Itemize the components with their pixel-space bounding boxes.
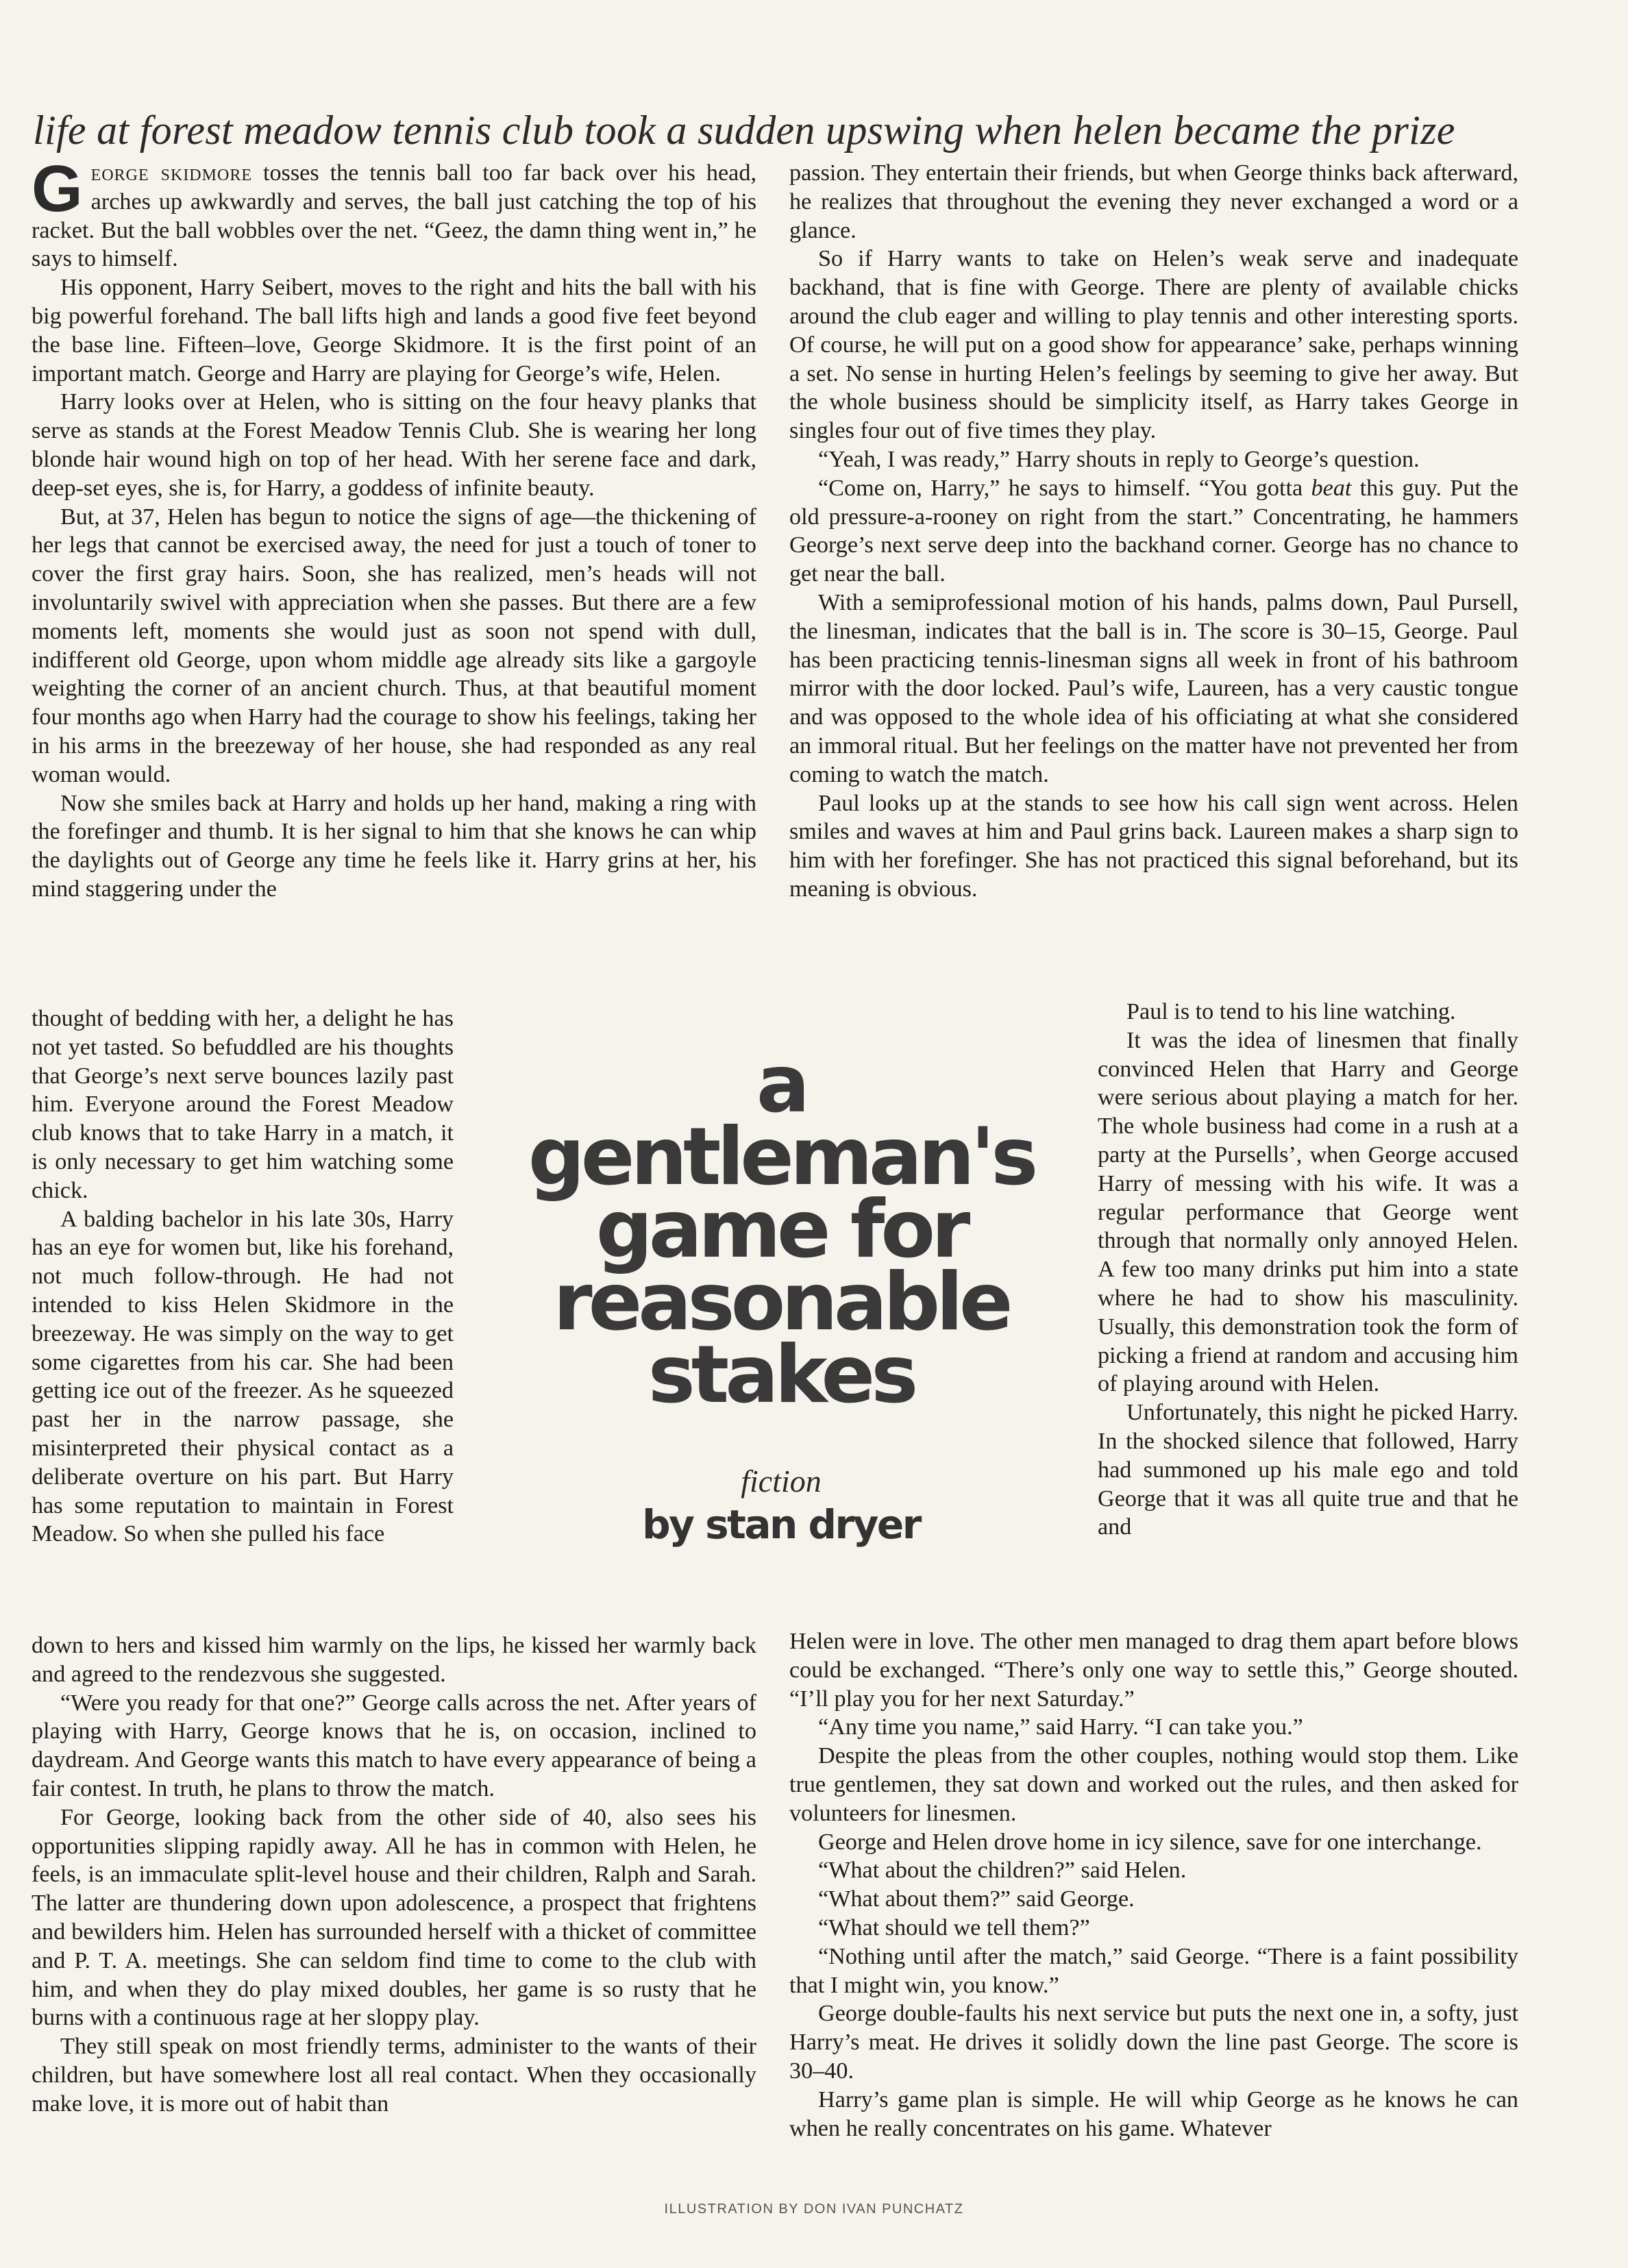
paragraph: His opponent, Harry Seibert, moves to the right and hits the ball with his big powerful forehand. The ball lifts high and lands a good five feet beyond the base line. Fifteen–love, George Skidmore. It is the first point of an important match. George and Harry are playing for George’s wife, Helen. xyxy=(32,275,756,386)
paragraph: passion. They entertain their friends, but when George thinks back afterward, he realizes that throughout the evening they never exchanged a word or a glance. xyxy=(789,160,1518,243)
headline-line: stakes xyxy=(648,1329,915,1421)
article-title: life at forest meadow tennis club took a sudden upswing when helen became the prize xyxy=(33,108,1455,153)
paragraph: thought of bedding with her, a delight he has not yet tasted. So befuddled are his thoughts that George’s next serve bounces lazily past him. Everyone around the Forest Meadow club knows that to take Harry in a match, it is only necessary to get him watching some chick. xyxy=(32,1006,454,1203)
paragraph: Now she smiles back at Harry and holds up her hand, making a ring with the forefinger and thumb. It is her signal to him that she knows he can whip the daylights out of George any time he feels like it. Harry grins at her, his mind staggering under the xyxy=(32,790,756,902)
headline-line: game for xyxy=(595,1183,967,1276)
paragraph: Harry’s game plan is simple. He will whip George as he knows he can when he really concentrates on his game. Whatever xyxy=(789,2086,1518,2141)
left-column-bottom xyxy=(32,1631,756,2176)
paragraph: “What about them?” said George. xyxy=(818,1886,1135,1912)
opening-text: tosses the tennis ball too far back over his head, arches up awkwardly and serves, the ball just catching the top of his racket. But the ball wobbles over the net. “Geez, the damn thing went in,” he says to himself. xyxy=(32,160,756,272)
paragraph: “Yeah, I was ready,” Harry shouts in reply to George’s question. xyxy=(818,446,1420,472)
lead-in-smallcaps: eorge skidmore xyxy=(90,160,252,186)
paragraph: Harry looks over at Helen, who is sitting on the four heavy planks that serve as stands at the Forest Meadow Tennis Club. She is wearing her long blonde hair wound high on top of her head. With her serene face and dark, deep-set eyes, she is, for Harry, a goddess of infinite beauty. xyxy=(32,389,756,501)
illustration-credit: ILLUSTRATION BY DON IVAN PUNCHATZ xyxy=(664,2202,964,2217)
story-headline xyxy=(480,1038,1083,1421)
paragraph: It was the idea of linesmen that finally convinced Helen that Harry and George were serious about playing a match for her. The whole business had come in a rush at a party at the Pursells’, when George accused Harry of messing with his wife. It was a regular performance that George went through that normally only annoyed Helen. A few too many drinks put him into a state where he had to show his masculinity. Usually, this demonstration took the form of picking a friend at random and accusing him of playing around with Helen. xyxy=(1098,1027,1518,1397)
right-column-narrow xyxy=(1098,998,1518,1627)
paragraph: “Any time you name,” said Harry. “I can take you.” xyxy=(818,1714,1303,1740)
paragraph: Unfortunately, this night he picked Harry. In the shocked silence that followed, Harry had summoned up his male ego and told George that it was all quite true and that he and xyxy=(1098,1400,1518,1540)
emphasis: beat xyxy=(1311,475,1352,501)
right-column-top xyxy=(789,159,1518,998)
paragraph: George double-faults his next service but puts the next one in, a softy, just Harry’s meat. He drives it solidly down the line past George. The score is 30–40. xyxy=(789,2001,1518,2084)
headline-line: reasonable xyxy=(553,1256,1009,1348)
paragraph: Despite the pleas from the other couples, nothing would stop them. Like true gentlemen, they sat down and worked out the rules, and then asked for volunteers for linesmen. xyxy=(789,1743,1518,1826)
paragraph: down to hers and kissed him warmly on the lips, he kissed her warmly back and agreed to the rendezvous she suggested. xyxy=(32,1633,756,1687)
right-column-bottom xyxy=(789,1627,1518,2175)
left-column-narrow xyxy=(32,1004,454,1631)
paragraph: They still speak on most friendly terms, administer to the wants of their children, but have somewhere lost all real contact. When they occasionally make love, it is more out of habit than xyxy=(32,2034,756,2117)
opening-paragraph xyxy=(32,152,756,273)
paragraph: With a semiprofessional motion of his hands, palms down, Paul Pursell, the linesman, indicates that the ball is in. The score is 30–15, George. Paul has been practicing tennis-linesman signs all week in front of his bathroom mirror with the door locked. Paul’s wife, Laureen, has a very caustic tongue and was opposed to the whole idea of his officiating at what she considered an immoral ritual. But her feelings on the matter have not prevented her from coming to watch the match. xyxy=(789,589,1518,787)
paragraph: Paul is to tend to his line watching. xyxy=(1126,999,1456,1024)
paragraph: “Nothing until after the match,” said George. “There is a faint possibility that I might win, you know.” xyxy=(789,1943,1518,1998)
headline-line: a xyxy=(756,1038,806,1131)
drop-cap: G xyxy=(32,152,83,225)
section-kicker: fiction xyxy=(741,1464,822,1499)
paragraph: George and Helen drove home in icy silence, save for one interchange. xyxy=(818,1829,1482,1855)
paragraph: “What should we tell them?” xyxy=(818,1914,1090,1940)
paragraph: So if Harry wants to take on Helen’s weak serve and inadequate backhand, that is fine with George. There are plenty of available chicks around the club eager and willing to play tennis and other interesting sports. Of course, he will put on a good show for appearance’ sake, perhaps winning a set. No sense in hurting Helen’s feelings by seeming to give her away. But the whole business should be simplicity itself, as Harry takes George in singles four out of five times they play. xyxy=(789,246,1518,444)
left-column-top xyxy=(32,152,756,1004)
paragraph: But, at 37, Helen has begun to notice the signs of age—the thickening of her legs that cannot be exercised away, the need for just a touch of toner to cover the first gray hairs. Soon, she has realized, men’s heads will not involuntarily swivel with appreciation when she passes. But there are a few moments left, moments she would just as soon not spend with dull, indifferent old George, upon whom middle age already sits like a gargoyle weighting the corner of an ancient church. Thus, at that beautiful moment four months ago when Harry had the courage to show his feelings, taking her in his arms in the breezeway of her house, she had responded as any real woman would. xyxy=(32,504,756,787)
paragraph: For George, looking back from the other side of 40, also sees his opportunities slipping rapidly away. All he has in common with Helen, he feels, is an immaculate split-level house and their children, Ralph and Sarah. The latter are thundering down upon adolescence, a prospect that frightens and bewilders him. Helen has surrounded herself with a thicket of committee and P. T. A. meetings. She can seldom find time to come to the club with him, and when they do play mixed doubles, her game is so rusty that he burns with a continuous rage at her sloppy play. xyxy=(32,1804,756,2031)
paragraph: “Come on, Harry,” he says to himself. “You gotta beat this guy. Put the old pressure-a-rooney on right from the start.” Concentrating, he hammers George’s next serve deep into the backhand corner. George has no chance to get near the ball. xyxy=(789,475,1518,587)
paragraph: A balding bachelor in his late 30s, Harry has an eye for women but, like his forehand, not much follow-through. He had not intended to kiss Helen Skidmore in the breezeway. He was simply on the way to get some cigarettes from his car. She had been getting ice out of the freezer. As he squeezed past her in the narrow passage, she misinterpreted their physical contact as a deliberate overture on his part. But Harry has some reputation to maintain in Forest Meadow. So when she pulled his face xyxy=(32,1206,454,1547)
headline-line: gentleman's xyxy=(528,1111,1035,1203)
paragraph: Helen were in love. The other men managed to drag them apart before blows could be exchanged. “There’s only one way to settle this,” George shouted. “I’ll play you for her next Saturday.” xyxy=(789,1629,1518,1712)
author-byline: by stan dryer xyxy=(642,1501,920,1548)
paragraph: “What about the children?” said Helen. xyxy=(818,1858,1187,1884)
paragraph: Paul looks up at the stands to see how his call sign went across. Helen smiles and waves at him and Paul grins back. Laureen makes a sharp sign to him with her forefinger. She has not practiced this signal beforehand, but its meaning is obvious. xyxy=(789,790,1518,902)
paragraph: “Were you ready for that one?” George calls across the net. After years of playing with Harry, George knows that he is, on occasion, inclined to daydream. And George wants this match to have every appearance of being a fair contest. In truth, he plans to throw the match. xyxy=(32,1690,756,1801)
